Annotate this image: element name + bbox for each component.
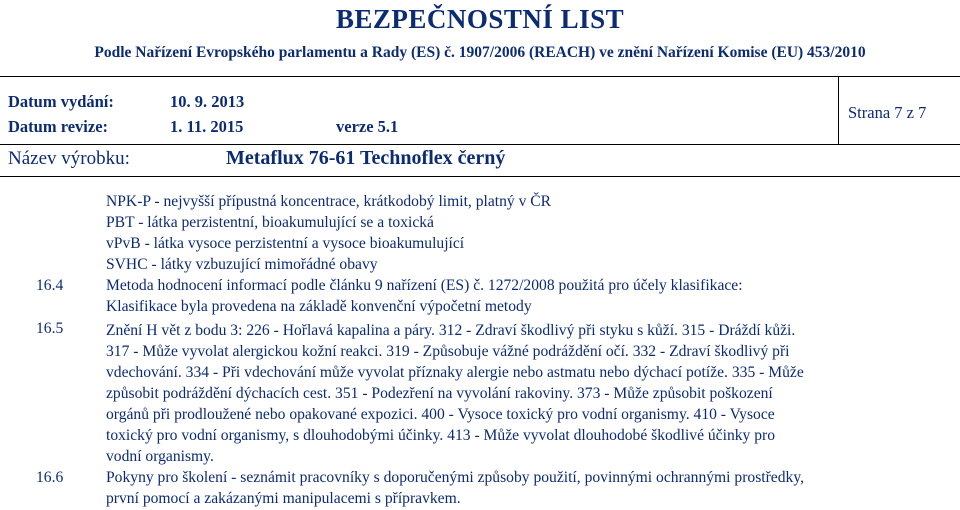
page-number: Strana 7 z 7 (848, 103, 927, 122)
divider (0, 176, 960, 177)
paragraph-line: toxický pro vodní organismy, s dlouhodobými účinky. 413 - Může vyvolat dlouhodobé škodlivé účinky pro (106, 427, 776, 444)
paragraph-line: Klasifikace byla provedena na základě konvenční výpočetní metody (106, 298, 532, 315)
paragraph-line: Pokyny pro školení - seznámit pracovníky s doporučenými způsoby použití, povinnými ochrannými prostředky, (106, 469, 804, 486)
paragraph-line: vdechování. 334 - Při vdechování může vyvolat příznaky alergie nebo astmatu nebo dýchací potíže. 335 - Může (106, 364, 804, 381)
section-number: 16.4 (36, 277, 64, 294)
divider (0, 144, 960, 145)
document-title: BEZPEČNOSTNÍ LIST (335, 4, 625, 34)
product-name: Metaflux 76-61 Technoflex černý (226, 147, 506, 169)
paragraph-line: Metoda hodnocení informací podle článku 9 nařízení (ES) č. 1272/2008 použitá pro účely klasifikace: (106, 277, 743, 294)
revision-date-value: 1. 11. 2015 (170, 117, 244, 136)
issue-date-label: Datum vydání: (8, 92, 114, 111)
section-number: 16.6 (36, 469, 64, 486)
paragraph-line: vodní organismy. (106, 448, 214, 465)
list-item: NPK-P - nejvyšší přípustná koncentrace, krátkodobý limit, platný v ČR (106, 193, 552, 210)
paragraph-line: způsobit podráždění dýchacích cest. 351 - Podezření na vyvolání rakoviny. 373 - Může způsobit poškození (106, 385, 773, 402)
list-item: PBT - látka perzistentní, bioakumulující se a toxická (106, 214, 434, 231)
paragraph-line: orgánů při prodloužené nebo opakované expozici. 400 - Vysoce toxický pro vodní organismy. 410 - Vysoce (106, 406, 775, 423)
product-name-label: Název výrobku: (8, 148, 130, 169)
paragraph-line: 317 - Může vyvolat alergickou kožní reakci. 319 - Způsobuje vážné podráždění očí. 332 - Zdraví škodlivý při (106, 343, 790, 360)
issue-date-value: 10. 9. 2013 (170, 92, 245, 111)
list-item: vPvB - látka vysoce perzistentní a vysoce bioakumulující (106, 235, 465, 252)
revision-date-label: Datum revize: (8, 117, 109, 136)
section-number: 16.5 (36, 320, 64, 337)
list-item: SVHC - látky vzbuzující mimořádné obavy (106, 256, 378, 273)
regulation-subtitle: Podle Nařízení Evropského parlamentu a Rady (ES) č. 1907/2006 (REACH) ve znění Nařízení Komise (EU) 453/2010 (94, 44, 866, 61)
version-label: verze 5.1 (336, 117, 399, 136)
divider (0, 76, 960, 77)
paragraph-line: první pomocí a zakázanými manipulacemi s přípravkem. (106, 490, 461, 507)
paragraph-line: Znění H vět z bodu 3: 226 - Hořlavá kapalina a páry. 312 - Zdraví škodlivý při styku s kůží. 315 - Dráždí kůži. (106, 322, 796, 339)
divider (838, 76, 839, 144)
